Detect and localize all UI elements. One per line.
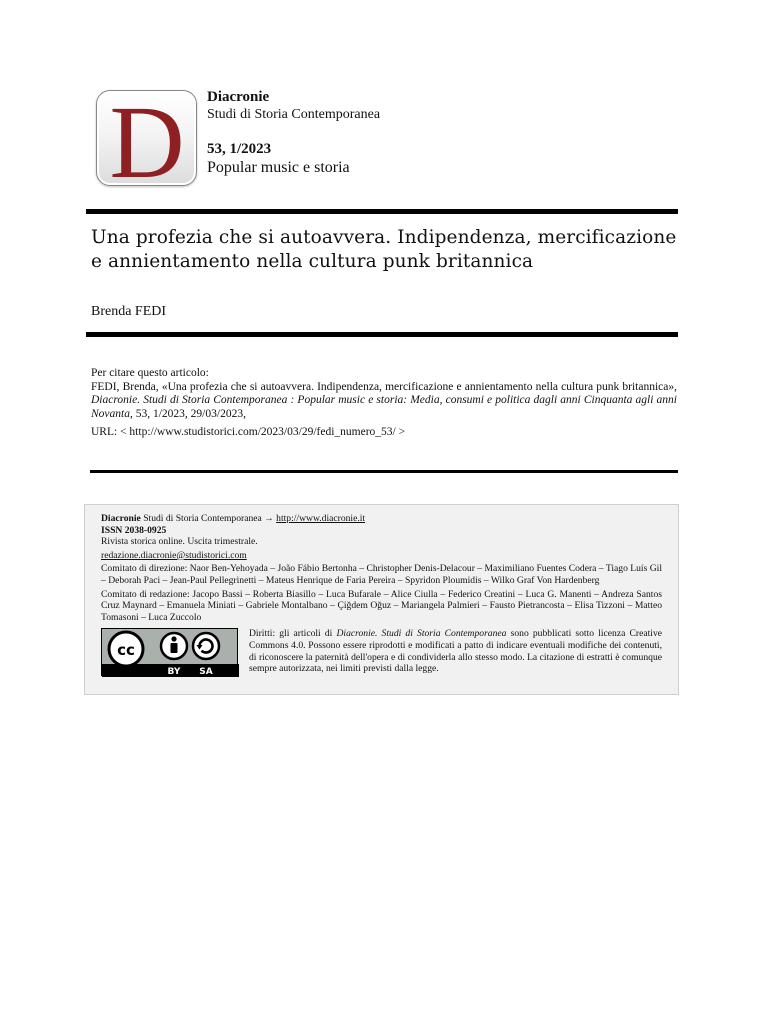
journal-info <box>207 88 380 177</box>
top-divider <box>86 209 678 214</box>
journal-website-link[interactable]: http://www.diacronie.it <box>276 513 366 524</box>
svg-text:cc: cc <box>117 641 135 660</box>
middle-divider <box>86 332 678 337</box>
article-title-line-1: Una profezia che si autoavvera. Indipendenza, mercificazione <box>91 227 677 248</box>
journal-logo <box>96 90 197 186</box>
journal-name: Diacronie <box>207 89 270 105</box>
article-title <box>91 226 681 274</box>
svg-text:BY: BY <box>167 667 181 678</box>
citation-url[interactable]: URL: < http://www.studistorici.com/2023/03/29/fedi_numero_53/ > <box>91 426 406 439</box>
infobox-journal-line: Diacronie Studi di Storia Contemporanea → http://www.diacronie.it <box>101 513 366 524</box>
email-link[interactable]: redazione.diacronie@studistorici.com <box>101 549 247 561</box>
article-title-line-2: e annientamento nella cultura punk britannica <box>91 251 534 272</box>
issue-number: 53, 1/2023 <box>207 141 272 157</box>
editorial-committee: Comitato di redazione: Jacopo Bassi – Roberta Biasillo – Luca Bufarale – Alice Ciulla – Federico Creatini – Luca G. Manenti – Andreza Santos Cruz Maynard – Emanuela Miniati – Gabriele Montalbano – Çiğdem Oğuz – Mariangela Palmieri – Fausto Pietrancosta – Elisa Tizzoni – Matteo Tomasoni – Luca Zuccolo <box>101 588 662 623</box>
svg-text:D: D <box>109 91 185 187</box>
journal-info-box <box>84 504 679 695</box>
license-row <box>101 628 662 678</box>
citation-label: Per citare questo articolo: <box>91 367 209 379</box>
cc-license-badge[interactable] <box>101 628 238 676</box>
journal-subtitle: Studi di Storia Contemporanea <box>207 107 381 122</box>
citation-reference: FEDI, Brenda, «Una profezia che si autoavvera. Indipendenza, mercificazione e annientamento nella cultura punk britannica», Diacronie. Studi di Storia Contemporanea : Popular music e storia: Media, consumi e politica dagli anni Cinquanta agli anni Novanta, 53, 1/2023, 29/03/2023, <box>91 380 677 420</box>
svg-text:SA: SA <box>199 667 213 678</box>
periodicity: Rivista storica online. Uscita trimestrale. <box>101 536 258 548</box>
issue-title: Popular music e storia <box>207 159 350 176</box>
cc-by-sa-icon <box>102 629 239 677</box>
article-author: Brenda FEDI <box>91 304 167 319</box>
license-text: Diritti: gli articoli di Diacronie. Studi di Storia Contemporanea sono pubblicati sotto licenza Creative Commons 4.0. Possono essere riprodotti e modificati a patto di indicare eventuali modifiche dei contenuti, di riconoscere la paternità dell'opera e di condividerla allo stesso modo. La citazione di estratti è comunque sempre autorizzata, nei limiti previsti dalla legge. <box>249 628 663 675</box>
citation-block <box>91 367 677 440</box>
email-line <box>101 550 662 562</box>
journal-header <box>96 88 696 188</box>
bottom-divider <box>90 470 678 473</box>
direction-committee: Comitato di direzione: Naor Ben-Yehoyada – João Fábio Bertonha – Christopher Denis-Delacour – Maximiliano Fuentes Codera – Tiago Luís Gil – Deborah Paci – Jean-Paul Pellegrinetti – Mateus Henrique de Faria Pereira – Spyridon Ploumidis – Wilko Graf Von Hardenberg <box>101 563 662 586</box>
logo-letter-icon <box>97 91 197 186</box>
citation-journal-italic: Diacronie. Studi di Storia Contemporanea : Popular music e storia: Media, consumi e politica dagli anni Cinquanta agli anni Novanta <box>91 394 677 420</box>
issn: ISSN 2038-0925 <box>101 524 167 536</box>
